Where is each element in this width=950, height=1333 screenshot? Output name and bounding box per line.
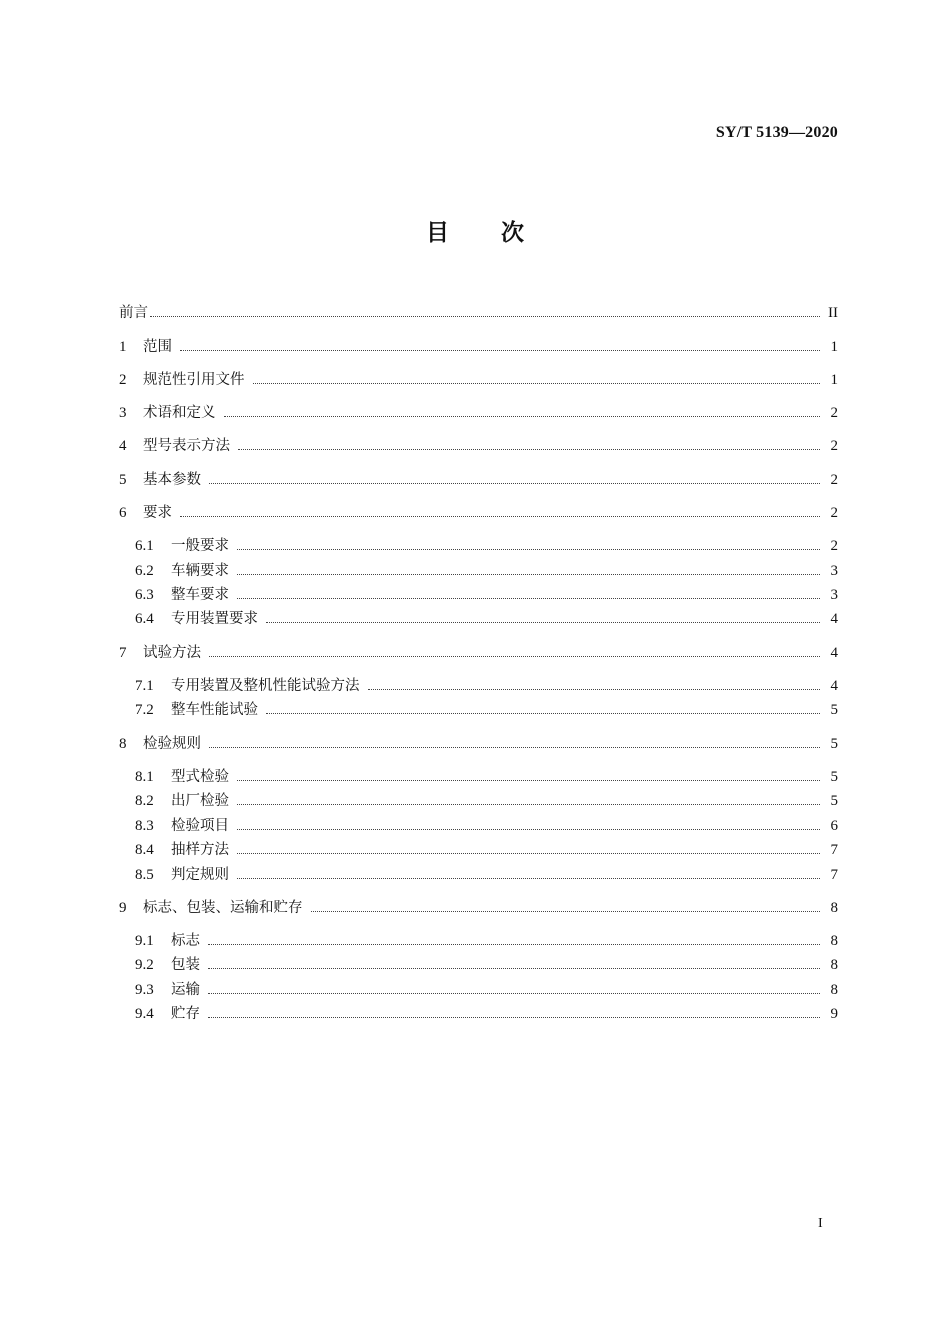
- toc-entry-page: II: [828, 305, 838, 321]
- toc-entry-page: 6: [830, 818, 838, 834]
- toc-entry-number: 2: [119, 372, 127, 388]
- toc-entry-label: 抽样方法: [171, 842, 229, 858]
- toc-entry-label: 型式检验: [171, 769, 229, 785]
- toc-entry-number: 9: [119, 900, 127, 916]
- toc-entry[interactable]: [135, 815, 838, 837]
- toc-entry-number: 6.3: [135, 587, 154, 603]
- toc-entry-page: 1: [830, 339, 838, 355]
- toc-entry-page: 2: [830, 505, 838, 521]
- toc-entry-number: 9.1: [135, 933, 154, 949]
- toc-entry-label: 术语和定义: [143, 405, 216, 421]
- toc-entry-label: 专用装置及整机性能试验方法: [171, 678, 360, 694]
- toc-entry-number: 7.2: [135, 702, 154, 718]
- toc-entry-number: 6.1: [135, 538, 154, 554]
- dot-leader: [209, 482, 820, 484]
- dot-leader: [209, 655, 820, 657]
- toc-entry-page: 4: [830, 678, 838, 694]
- toc-entry[interactable]: [135, 535, 838, 557]
- toc-entry[interactable]: [135, 954, 838, 976]
- dot-leader: [237, 803, 820, 805]
- toc-entry-number: 6: [119, 505, 127, 521]
- toc-entry-label: 运输: [171, 982, 200, 998]
- toc-entry-label: 前言: [119, 305, 148, 321]
- dot-leader: [237, 597, 820, 599]
- toc-entry[interactable]: [119, 369, 838, 391]
- toc-entry-number: 9.2: [135, 957, 154, 973]
- toc-entry[interactable]: [119, 469, 838, 491]
- toc-entry-label: 试验方法: [143, 645, 201, 661]
- dot-leader: [209, 746, 820, 748]
- toc-entry-number: 7: [119, 645, 127, 661]
- dot-leader: [208, 1016, 820, 1018]
- toc-entry[interactable]: [119, 642, 838, 664]
- toc-entry-label: 专用装置要求: [171, 611, 258, 627]
- toc-entry-page: 2: [830, 438, 838, 454]
- dot-leader: [237, 852, 820, 854]
- toc-entry[interactable]: [135, 608, 838, 630]
- toc-entry-label: 贮存: [171, 1006, 200, 1022]
- toc-entry-number: 6.4: [135, 611, 154, 627]
- toc-entry-label: 判定规则: [171, 867, 229, 883]
- toc-entry-page: 5: [830, 736, 838, 752]
- toc-entry-label: 型号表示方法: [143, 438, 230, 454]
- toc-entry[interactable]: [119, 336, 838, 358]
- toc-entry[interactable]: [135, 560, 838, 582]
- toc-entry-number: 5: [119, 472, 127, 488]
- toc-entry-label: 检验规则: [143, 736, 201, 752]
- toc-entry[interactable]: [119, 897, 838, 919]
- toc-entry[interactable]: [135, 979, 838, 1001]
- toc-entry-page: 5: [830, 702, 838, 718]
- toc-entry-page: 7: [830, 867, 838, 883]
- toc-entry-page: 5: [830, 793, 838, 809]
- toc-entry-number: 1: [119, 339, 127, 355]
- toc-entry-page: 4: [830, 611, 838, 627]
- toc-entry-page: 4: [830, 645, 838, 661]
- toc-entry-label: 基本参数: [143, 472, 201, 488]
- toc-entry-page: 1: [830, 372, 838, 388]
- toc-entry[interactable]: [119, 733, 838, 755]
- toc-entry-number: 9.3: [135, 982, 154, 998]
- dot-leader: [368, 688, 821, 690]
- dot-leader: [266, 712, 820, 714]
- toc-entry[interactable]: [119, 402, 838, 424]
- toc-entry[interactable]: [135, 675, 838, 697]
- dot-leader: [237, 877, 820, 879]
- toc-entry[interactable]: [135, 1003, 838, 1025]
- dot-leader: [150, 315, 820, 317]
- dot-leader: [237, 573, 820, 575]
- dot-leader: [237, 779, 820, 781]
- toc-entry-page: 9: [830, 1006, 838, 1022]
- dot-leader: [311, 910, 821, 912]
- toc-entry[interactable]: [135, 864, 838, 886]
- toc-entry-number: 7.1: [135, 678, 154, 694]
- toc-entry-label: 标志、包装、运输和贮存: [143, 900, 303, 916]
- toc-entry-number: 8.3: [135, 818, 154, 834]
- toc-entry[interactable]: [135, 930, 838, 952]
- toc-entry[interactable]: [119, 502, 838, 524]
- toc-entry-number: 8.1: [135, 769, 154, 785]
- dot-leader: [224, 415, 821, 417]
- toc-entry-number: 8.4: [135, 842, 154, 858]
- toc-entry[interactable]: [135, 839, 838, 861]
- toc-entry-page: 8: [830, 933, 838, 949]
- toc-entry-page: 8: [830, 957, 838, 973]
- title-char-ci: 次: [501, 220, 524, 246]
- toc-entry-label: 车辆要求: [171, 563, 229, 579]
- dot-leader: [208, 943, 820, 945]
- dot-leader: [208, 967, 820, 969]
- toc-entry-page: 8: [830, 982, 838, 998]
- toc-entry-number: 6.2: [135, 563, 154, 579]
- toc-entry-page: 8: [830, 900, 838, 916]
- toc-entry-page: 3: [830, 563, 838, 579]
- toc-entry-label: 检验项目: [171, 818, 229, 834]
- toc-entry-page: 3: [830, 587, 838, 603]
- toc-entry[interactable]: [135, 584, 838, 606]
- dot-leader: [253, 382, 821, 384]
- toc-entry-page: 5: [830, 769, 838, 785]
- dot-leader: [237, 548, 820, 550]
- toc-entry[interactable]: [135, 790, 838, 812]
- standard-number: SY/T 5139—2020: [715, 124, 838, 141]
- toc-entry-number: 3: [119, 405, 127, 421]
- toc-entry-label: 出厂检验: [171, 793, 229, 809]
- toc-entry-number: 4: [119, 438, 127, 454]
- toc-entry-page: 2: [830, 538, 838, 554]
- toc-entry-label: 包装: [171, 957, 200, 973]
- toc-entry-label: 范围: [143, 339, 172, 355]
- toc-entry-label: 规范性引用文件: [143, 372, 245, 388]
- dot-leader: [238, 448, 820, 450]
- toc-entry[interactable]: [119, 435, 838, 457]
- toc-entry[interactable]: [119, 302, 838, 324]
- toc-entry-label: 标志: [171, 933, 200, 949]
- toc-entry-number: 8: [119, 736, 127, 752]
- page-folio: I: [818, 1216, 823, 1231]
- toc-entry-label: 整车性能试验: [171, 702, 258, 718]
- toc-entry-number: 8.2: [135, 793, 154, 809]
- toc-entry[interactable]: [135, 699, 838, 721]
- dot-leader: [208, 992, 820, 994]
- toc-entry-label: 一般要求: [171, 538, 229, 554]
- dot-leader: [237, 828, 820, 830]
- toc-entry[interactable]: [135, 766, 838, 788]
- toc-entry-page: 7: [830, 842, 838, 858]
- dot-leader: [266, 621, 820, 623]
- toc-entry-page: 2: [830, 472, 838, 488]
- dot-leader: [180, 515, 820, 517]
- toc-entry-page: 2: [830, 405, 838, 421]
- toc-entry-label: 整车要求: [171, 587, 229, 603]
- toc-entry-label: 要求: [143, 505, 172, 521]
- title-char-mu: 目: [426, 220, 449, 246]
- toc-entry-number: 9.4: [135, 1006, 154, 1022]
- toc-entry-number: 8.5: [135, 867, 154, 883]
- dot-leader: [180, 349, 820, 351]
